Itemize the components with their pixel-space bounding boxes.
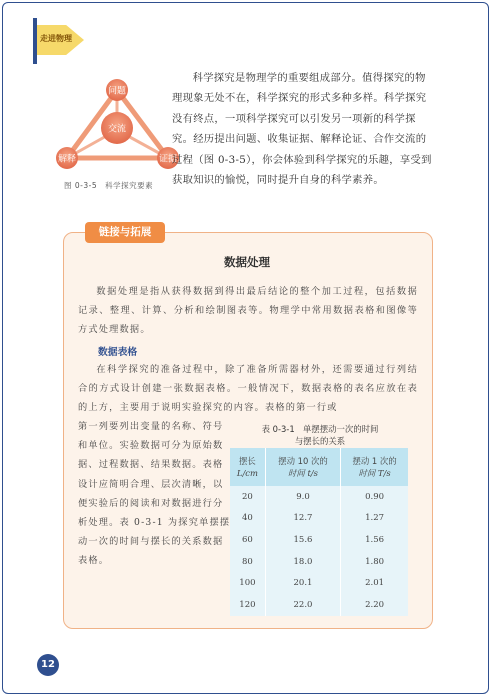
table-row: 80 18.0 1.80 — [230, 551, 408, 573]
section-heading: 数据处理 — [224, 255, 270, 269]
figure-caption: 图 0-3-5 科学探究要素 — [64, 181, 154, 190]
inquiry-elements-diagram — [55, 78, 180, 173]
node-exchange-label: 交流 — [107, 124, 127, 135]
table-row: 20 9.0 0.90 — [230, 486, 408, 508]
header-bar — [33, 18, 37, 64]
paragraph-data-table: 在科学探究的准备过程中，除了准备所需器材外，还需要通过行列结合的方式设计创建一张数据表格。一般情况下，数据表格的表名应放在表的上方，主要用于说明实验探究的内容。表格的第一行或 — [78, 364, 418, 414]
header-1-swing-time: 摆动 1 次的 时间 T/s — [341, 448, 408, 486]
chapter-title: 走进物理 — [40, 34, 72, 43]
node-explanation-label: 解释 — [57, 154, 77, 165]
subheading-data-table: 数据表格 — [98, 347, 138, 358]
pendulum-data-table — [230, 448, 408, 616]
page-number: 12 — [37, 654, 59, 676]
paragraph-data-processing: 数据处理是指从获得数据到得出最后结论的整个加工过程，包括数据记录、整理、计算、分析和绘制图表等。物理学中常用数据表格和图像等方式处理数据。 — [78, 286, 418, 336]
node-evidence-label: 证据 — [158, 154, 178, 165]
node-question-label: 问题 — [107, 86, 127, 97]
table-row: 100 20.1 2.01 — [230, 572, 408, 594]
table-caption-line1: 表 0-3-1 单摆摆动一次的时间 — [261, 424, 379, 434]
table-caption — [236, 424, 404, 447]
paragraph-table-design: 第一列要列出变量的名称、符号和单位。实验数据可分为原始数据、过程数据、结果数据。表格设计应简明合理、层次清晰，以便实验后的阅读和对数据进行分析处理。表 0-3-1 为探究单摆摆动一次的时间与摆长的关系数据表格。 — [78, 421, 231, 567]
intro-paragraph: 科学探究是物理学的重要组成部分。值得探究的物理现象无处不在，科学探究的形式多种多样。科学探究没有终点，一项科学探究可以引发另一项新的科学探究。经历提出问题、收集证据、解释论证、合作交流的过程（图 0-3-5），你会体验到科学探究的乐趣，享受到获取知识的愉悦，同时提升自身的科学素养。 — [172, 72, 432, 187]
table-row: 60 15.6 1.56 — [230, 529, 408, 551]
header-length: 摆长 L/cm — [230, 448, 265, 486]
table-row: 120 22.0 2.20 — [230, 594, 408, 616]
table-row: 40 12.7 1.27 — [230, 508, 408, 530]
table-header-row — [230, 448, 408, 486]
table-caption-line2: 与摆长的关系 — [294, 435, 346, 446]
header-10-swings-time: 摆动 10 次的 时间 t/s — [265, 448, 340, 486]
extension-box-tag: 链接与拓展 — [85, 222, 165, 243]
